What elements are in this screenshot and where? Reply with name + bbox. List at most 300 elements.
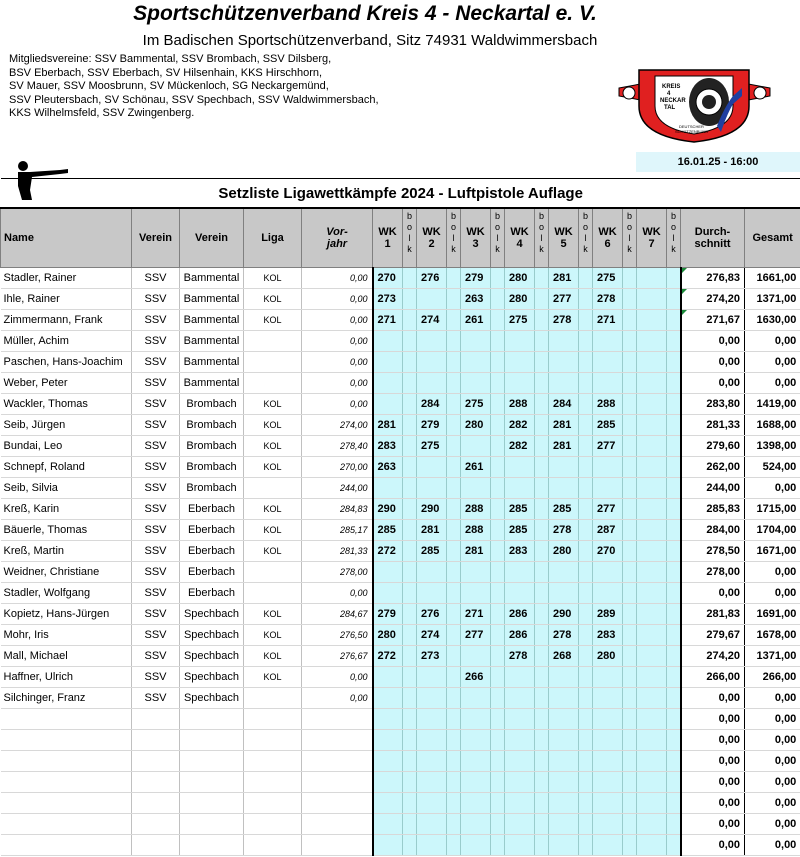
bolk-cell <box>623 562 637 583</box>
bolk-cell <box>579 457 593 478</box>
liga-cell: KOL <box>244 268 302 289</box>
wk-score-cell <box>637 625 667 646</box>
bolk-cell <box>667 289 681 310</box>
table-row <box>1 520 800 541</box>
bolk-cell <box>579 814 593 835</box>
bolk-cell <box>667 520 681 541</box>
durchschnitt-cell: 271,67 <box>681 310 745 331</box>
liga-cell: KOL <box>244 289 302 310</box>
bolk-cell <box>579 793 593 814</box>
bolk-cell <box>491 688 505 709</box>
verein-short-cell: SSV <box>132 499 180 520</box>
table-row <box>1 667 800 688</box>
col-header-bolk: b o l k <box>447 208 461 268</box>
wk-score-cell <box>417 457 447 478</box>
durchschnitt-cell: 244,00 <box>681 478 745 499</box>
bolk-cell <box>491 373 505 394</box>
bolk-cell <box>491 436 505 457</box>
liga-cell <box>244 583 302 604</box>
wk-score-cell: 280 <box>505 289 535 310</box>
verein-cell: Spechbach <box>180 646 244 667</box>
verein-cell <box>180 793 244 814</box>
gesamt-cell: 1398,00 <box>745 436 800 457</box>
verein-short-cell: SSV <box>132 415 180 436</box>
bolk-cell <box>623 604 637 625</box>
table-row <box>1 373 800 394</box>
wk-score-cell <box>549 457 579 478</box>
gesamt-cell: 266,00 <box>745 667 800 688</box>
bolk-cell <box>403 625 417 646</box>
durchschnitt-cell: 266,00 <box>681 667 745 688</box>
bolk-cell <box>535 289 549 310</box>
bolk-cell <box>535 331 549 352</box>
wk-score-cell: 278 <box>505 646 535 667</box>
gesamt-cell: 1678,00 <box>745 625 800 646</box>
bolk-cell <box>403 268 417 289</box>
durchschnitt-cell: 0,00 <box>681 814 745 835</box>
logo-text: 4 <box>667 91 671 97</box>
wk-score-cell <box>461 583 491 604</box>
table-row <box>1 436 800 457</box>
wk-score-cell: 263 <box>373 457 403 478</box>
bolk-cell <box>579 604 593 625</box>
bolk-cell <box>667 604 681 625</box>
wk-score-cell: 261 <box>461 457 491 478</box>
durchschnitt-cell: 283,80 <box>681 394 745 415</box>
wk-score-cell: 268 <box>549 646 579 667</box>
wk-score-cell: 282 <box>505 415 535 436</box>
wk-score-cell: 272 <box>373 541 403 562</box>
verein-cell: Bammental <box>180 373 244 394</box>
wk-score-cell <box>593 730 623 751</box>
durchschnitt-cell: 0,00 <box>681 793 745 814</box>
bolk-cell <box>667 667 681 688</box>
name-cell: Weber, Peter <box>1 373 132 394</box>
name-cell: Ihle, Rainer <box>1 289 132 310</box>
table-row <box>1 583 800 604</box>
wk-score-cell <box>417 583 447 604</box>
bolk-cell <box>667 835 681 856</box>
verein-cell: Eberbach <box>180 562 244 583</box>
wk-score-cell <box>593 751 623 772</box>
wk-score-cell <box>417 835 447 856</box>
gesamt-cell: 1630,00 <box>745 310 800 331</box>
wk-score-cell: 278 <box>549 310 579 331</box>
bolk-cell <box>667 331 681 352</box>
wk-score-cell <box>593 835 623 856</box>
gesamt-cell: 0,00 <box>745 352 800 373</box>
liga-cell <box>244 373 302 394</box>
bolk-cell <box>403 604 417 625</box>
verein-short-cell: SSV <box>132 541 180 562</box>
wk-score-cell <box>373 814 403 835</box>
wk-score-cell: 275 <box>461 394 491 415</box>
bolk-cell <box>579 709 593 730</box>
bolk-cell <box>447 520 461 541</box>
bolk-cell <box>623 457 637 478</box>
bolk-cell <box>535 373 549 394</box>
wk-score-cell <box>593 583 623 604</box>
liga-cell: KOL <box>244 604 302 625</box>
bolk-cell <box>579 688 593 709</box>
wk-score-cell: 285 <box>505 499 535 520</box>
verein-cell: Brombach <box>180 415 244 436</box>
wk-score-cell <box>505 457 535 478</box>
wk-score-cell: 278 <box>549 520 579 541</box>
wk-score-cell <box>373 709 403 730</box>
col-header-bolk: b o l k <box>623 208 637 268</box>
wk-score-cell <box>593 457 623 478</box>
col-header-vorjahr: Vor- jahr <box>302 208 373 268</box>
liga-cell: KOL <box>244 499 302 520</box>
bolk-cell <box>535 604 549 625</box>
bolk-cell <box>579 478 593 499</box>
wk-score-cell <box>637 415 667 436</box>
bolk-cell <box>535 667 549 688</box>
member-clubs-line: KKS Wilhelmsfeld, SSV Zwingenberg. <box>9 107 195 119</box>
bolk-cell <box>491 310 505 331</box>
wk-score-cell: 281 <box>417 520 447 541</box>
wk-score-cell: 288 <box>461 499 491 520</box>
liga-cell: KOL <box>244 457 302 478</box>
wk-score-cell: 284 <box>549 394 579 415</box>
wk-score-cell <box>461 793 491 814</box>
wk-score-cell <box>593 814 623 835</box>
col-header-bolk: b o l k <box>579 208 593 268</box>
vorjahr-cell: 0,00 <box>302 352 373 373</box>
col-header-wk3: WK 3 <box>461 208 491 268</box>
bolk-cell <box>623 373 637 394</box>
vorjahr-cell <box>302 709 373 730</box>
bolk-cell <box>579 625 593 646</box>
table-row <box>1 709 800 730</box>
liga-cell <box>244 730 302 751</box>
bolk-cell <box>491 331 505 352</box>
bolk-cell <box>667 352 681 373</box>
verein-short-cell: SSV <box>132 289 180 310</box>
col-header-wk4: WK 4 <box>505 208 535 268</box>
vorjahr-cell <box>302 793 373 814</box>
table-row <box>1 415 800 436</box>
table-row <box>1 772 800 793</box>
bolk-cell <box>403 478 417 499</box>
bolk-cell <box>623 835 637 856</box>
vorjahr-cell: 276,50 <box>302 625 373 646</box>
bolk-cell <box>491 583 505 604</box>
wk-score-cell <box>505 583 535 604</box>
wk-score-cell <box>373 583 403 604</box>
verein-short-cell: SSV <box>132 520 180 541</box>
bolk-cell <box>535 751 549 772</box>
bolk-cell <box>667 814 681 835</box>
table-row <box>1 541 800 562</box>
bolk-cell <box>623 331 637 352</box>
wk-score-cell: 272 <box>373 646 403 667</box>
bolk-cell <box>623 688 637 709</box>
bolk-cell <box>403 751 417 772</box>
liga-cell: KOL <box>244 520 302 541</box>
bolk-cell <box>579 730 593 751</box>
vorjahr-cell <box>302 772 373 793</box>
bolk-cell <box>403 730 417 751</box>
wk-score-cell: 288 <box>593 394 623 415</box>
bolk-cell <box>491 541 505 562</box>
verein-short-cell: SSV <box>132 310 180 331</box>
table-row <box>1 499 800 520</box>
wk-score-cell <box>373 562 403 583</box>
wk-score-cell: 275 <box>417 436 447 457</box>
bolk-cell <box>447 772 461 793</box>
verein-cell: Brombach <box>180 394 244 415</box>
durchschnitt-cell: 0,00 <box>681 583 745 604</box>
bolk-cell <box>623 730 637 751</box>
bolk-cell <box>447 352 461 373</box>
verein-short-cell: SSV <box>132 667 180 688</box>
vorjahr-cell: 284,83 <box>302 499 373 520</box>
vorjahr-cell: 284,67 <box>302 604 373 625</box>
gesamt-cell: 0,00 <box>745 835 800 856</box>
durchschnitt-cell: 276,83 <box>681 268 745 289</box>
wk-score-cell <box>417 688 447 709</box>
vorjahr-cell: 0,00 <box>302 394 373 415</box>
durchschnitt-cell: 279,60 <box>681 436 745 457</box>
bolk-cell <box>623 478 637 499</box>
verein-short-cell <box>132 709 180 730</box>
wk-score-cell <box>637 268 667 289</box>
liga-cell: KOL <box>244 667 302 688</box>
verein-cell: Bammental <box>180 352 244 373</box>
name-cell: Kreß, Martin <box>1 541 132 562</box>
wk-score-cell <box>373 793 403 814</box>
wk-score-cell: 285 <box>373 520 403 541</box>
col-header-wk5: WK 5 <box>549 208 579 268</box>
wk-score-cell <box>637 583 667 604</box>
wk-score-cell <box>549 793 579 814</box>
vorjahr-cell: 274,00 <box>302 415 373 436</box>
bolk-cell <box>535 499 549 520</box>
name-cell <box>1 814 132 835</box>
table-header <box>1 208 800 268</box>
logo-ribbon-text: DEUTSCHER <box>679 124 704 129</box>
liga-cell: KOL <box>244 415 302 436</box>
verein-short-cell: SSV <box>132 352 180 373</box>
bolk-cell <box>447 646 461 667</box>
bolk-cell <box>403 436 417 457</box>
wk-score-cell <box>549 667 579 688</box>
wk-score-cell <box>417 562 447 583</box>
bolk-cell <box>447 373 461 394</box>
wk-score-cell: 273 <box>417 646 447 667</box>
wk-score-cell: 288 <box>461 520 491 541</box>
verein-short-cell: SSV <box>132 373 180 394</box>
wk-score-cell <box>417 772 447 793</box>
wk-score-cell <box>637 520 667 541</box>
member-clubs-line: Mitgliedsvereine: SSV Bammental, SSV Brombach, SSV Dilsberg, <box>9 53 332 65</box>
wk-score-cell <box>505 772 535 793</box>
wk-score-cell <box>373 751 403 772</box>
bolk-cell <box>667 499 681 520</box>
wk-score-cell <box>461 478 491 499</box>
verein-short-cell: SSV <box>132 394 180 415</box>
bolk-cell <box>667 310 681 331</box>
liga-cell <box>244 562 302 583</box>
wk-score-cell: 275 <box>505 310 535 331</box>
bolk-cell <box>667 751 681 772</box>
col-header-bolk: b o l k <box>535 208 549 268</box>
wk-score-cell <box>593 793 623 814</box>
bolk-cell <box>579 268 593 289</box>
bolk-cell <box>579 772 593 793</box>
bolk-cell <box>579 751 593 772</box>
col-header-liga: Liga <box>244 208 302 268</box>
wk-score-cell: 281 <box>549 268 579 289</box>
bolk-cell <box>623 520 637 541</box>
verein-cell: Eberbach <box>180 583 244 604</box>
wk-score-cell <box>549 478 579 499</box>
bolk-cell <box>447 541 461 562</box>
bolk-cell <box>535 520 549 541</box>
wk-score-cell <box>549 772 579 793</box>
bolk-cell <box>667 709 681 730</box>
durchschnitt-cell: 0,00 <box>681 751 745 772</box>
wk-score-cell <box>593 562 623 583</box>
wk-score-cell: 280 <box>549 541 579 562</box>
wk-score-cell: 290 <box>417 499 447 520</box>
col-header-wk1: WK 1 <box>373 208 403 268</box>
gesamt-cell: 1371,00 <box>745 646 800 667</box>
table-row <box>1 331 800 352</box>
table-row <box>1 478 800 499</box>
durchschnitt-cell: 0,00 <box>681 730 745 751</box>
wk-score-cell: 274 <box>417 310 447 331</box>
vorjahr-cell <box>302 751 373 772</box>
bolk-cell <box>403 373 417 394</box>
wk-score-cell <box>505 331 535 352</box>
wk-score-cell <box>549 688 579 709</box>
bolk-cell <box>667 562 681 583</box>
wk-score-cell <box>461 709 491 730</box>
bolk-cell <box>447 478 461 499</box>
wk-score-cell <box>417 793 447 814</box>
bolk-cell <box>623 268 637 289</box>
durchschnitt-cell: 0,00 <box>681 709 745 730</box>
bolk-cell <box>535 541 549 562</box>
bolk-cell <box>403 772 417 793</box>
gesamt-cell: 0,00 <box>745 814 800 835</box>
durchschnitt-cell: 278,50 <box>681 541 745 562</box>
bolk-cell <box>623 646 637 667</box>
name-cell <box>1 751 132 772</box>
name-cell: Seib, Silvia <box>1 478 132 499</box>
durchschnitt-cell: 0,00 <box>681 688 745 709</box>
verein-cell: Eberbach <box>180 541 244 562</box>
bolk-cell <box>403 688 417 709</box>
wk-score-cell <box>593 331 623 352</box>
wk-score-cell: 270 <box>373 268 403 289</box>
durchschnitt-cell: 284,00 <box>681 520 745 541</box>
wk-score-cell <box>637 352 667 373</box>
bolk-cell <box>403 562 417 583</box>
verein-cell: Spechbach <box>180 688 244 709</box>
vorjahr-cell: 0,00 <box>302 583 373 604</box>
bolk-cell <box>667 730 681 751</box>
wk-score-cell: 266 <box>461 667 491 688</box>
bolk-cell <box>447 709 461 730</box>
bolk-cell <box>667 457 681 478</box>
bolk-cell <box>447 415 461 436</box>
print-date: 16.01.25 - 16:00 <box>636 152 800 172</box>
wk-score-cell <box>637 793 667 814</box>
liga-cell: KOL <box>244 436 302 457</box>
wk-score-cell: 290 <box>549 604 579 625</box>
wk-score-cell: 278 <box>593 289 623 310</box>
wk-score-cell: 285 <box>505 520 535 541</box>
liga-cell <box>244 478 302 499</box>
wk-score-cell <box>417 352 447 373</box>
verein-short-cell: SSV <box>132 688 180 709</box>
durchschnitt-cell: 0,00 <box>681 331 745 352</box>
bolk-cell <box>667 394 681 415</box>
wk-score-cell: 286 <box>505 604 535 625</box>
bolk-cell <box>491 646 505 667</box>
name-cell: Paschen, Hans-Joachim <box>1 352 132 373</box>
col-header-wk2: WK 2 <box>417 208 447 268</box>
wk-score-cell <box>593 373 623 394</box>
wk-score-cell: 271 <box>461 604 491 625</box>
name-cell: Weidner, Christiane <box>1 562 132 583</box>
verein-cell: Brombach <box>180 478 244 499</box>
wk-score-cell: 270 <box>593 541 623 562</box>
table-row <box>1 751 800 772</box>
bolk-cell <box>579 520 593 541</box>
verein-short-cell: SSV <box>132 457 180 478</box>
wk-score-cell <box>593 667 623 688</box>
bolk-cell <box>667 646 681 667</box>
verein-cell: Bammental <box>180 289 244 310</box>
name-cell <box>1 835 132 856</box>
gesamt-cell: 1704,00 <box>745 520 800 541</box>
logo-text: TAL <box>664 105 676 111</box>
vorjahr-cell: 0,00 <box>302 331 373 352</box>
vorjahr-cell: 0,00 <box>302 667 373 688</box>
bolk-cell <box>447 457 461 478</box>
table-row <box>1 394 800 415</box>
col-header-name: Name <box>1 208 132 268</box>
bolk-cell <box>447 625 461 646</box>
liga-cell <box>244 688 302 709</box>
bolk-cell <box>579 646 593 667</box>
verein-cell <box>180 751 244 772</box>
bolk-cell <box>623 394 637 415</box>
verein-short-cell <box>132 772 180 793</box>
wk-score-cell: 280 <box>373 625 403 646</box>
bolk-cell <box>491 457 505 478</box>
verein-short-cell: SSV <box>132 331 180 352</box>
bolk-cell <box>667 436 681 457</box>
bolk-cell <box>403 331 417 352</box>
bolk-cell <box>667 772 681 793</box>
bolk-cell <box>623 352 637 373</box>
wk-score-cell: 285 <box>417 541 447 562</box>
name-cell: Zimmermann, Frank <box>1 310 132 331</box>
verein-cell <box>180 835 244 856</box>
bolk-cell <box>623 814 637 835</box>
gesamt-cell: 0,00 <box>745 331 800 352</box>
name-cell: Kopietz, Hans-Jürgen <box>1 604 132 625</box>
bolk-cell <box>579 352 593 373</box>
bolk-cell <box>535 646 549 667</box>
name-cell: Schnepf, Roland <box>1 457 132 478</box>
